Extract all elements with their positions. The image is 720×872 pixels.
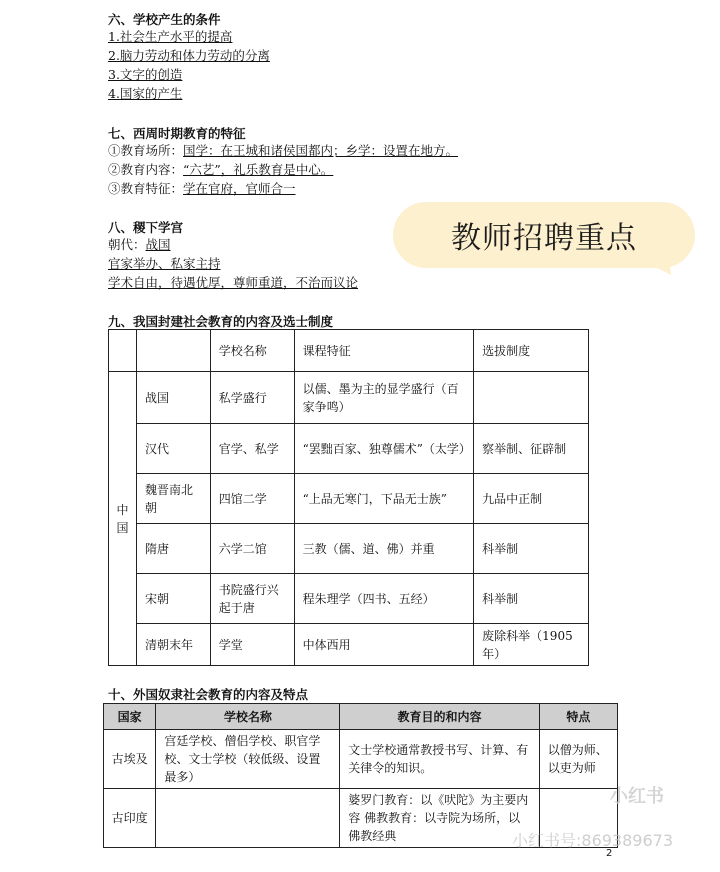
selection-cell: 科举制 xyxy=(474,524,589,574)
section-6-title: 六、学校产生的条件 xyxy=(108,12,221,27)
s6-item-2: 2.脑力劳动和体力劳动的分离 xyxy=(108,48,270,63)
s7-line-1-label: ①教育场所： xyxy=(108,143,184,158)
feature-cell: 以僧为师、以吏为师 xyxy=(539,730,617,789)
school-cell: 学堂 xyxy=(210,624,294,666)
s7-line-2-label: ②教育内容： xyxy=(108,162,184,177)
purpose-cell: 婆罗门教育：以《吠陀》为主要内容 佛教教育：以寺院为场所，以佛教经典 xyxy=(340,789,539,848)
header-cell xyxy=(109,330,137,372)
table-row xyxy=(104,730,618,789)
school-cell: 官学、私学 xyxy=(210,424,294,474)
table-row xyxy=(109,574,589,624)
course-cell: 程朱理学（四书、五经） xyxy=(294,574,474,624)
course-cell: “罢黜百家、独尊儒术”（太学） xyxy=(294,424,474,474)
school-cell: 六学二馆 xyxy=(210,524,294,574)
school-cell: 书院盛行兴起于唐 xyxy=(210,574,294,624)
country-cell: 古印度 xyxy=(104,789,156,848)
dynasty-cell: 魏晋南北朝 xyxy=(136,474,210,524)
table-row xyxy=(109,624,589,666)
table-header-row xyxy=(109,330,589,372)
s7-line-1 xyxy=(108,142,458,160)
s6-item-1: 1.社会生产水平的提高 xyxy=(108,29,233,44)
course-cell: “上品无寒门，下品无士族” xyxy=(294,474,474,524)
s7-line-3-label: ③教育特征： xyxy=(108,181,184,196)
section-7-title: 七、西周时期教育的特征 xyxy=(108,126,246,141)
course-cell: 以儒、墨为主的显学盛行（百家争鸣） xyxy=(294,372,474,424)
header-cell: 教育目的和内容 xyxy=(340,704,539,730)
country-cell: 中国 xyxy=(109,372,137,666)
school-cell: 私学盛行 xyxy=(210,372,294,424)
slave-society-education-table xyxy=(103,703,618,848)
s7-line-3-text: 学在官府，官师合一 xyxy=(183,181,296,196)
header-cell: 学校名称 xyxy=(210,330,294,372)
selection-cell: 科举制 xyxy=(474,574,589,624)
s7-line-2-text: “六艺”，礼乐教育是中心。 xyxy=(183,162,334,177)
s6-item-4: 4.国家的产生 xyxy=(108,86,183,101)
school-cell: 四馆二学 xyxy=(210,474,294,524)
table-row xyxy=(109,524,589,574)
section-10-title: 十、外国奴隶社会教育的内容及特点 xyxy=(108,687,309,702)
selection-cell: 废除科举（1905年） xyxy=(474,624,589,666)
dynasty-cell: 战国 xyxy=(136,372,210,424)
section-9-title: 九、我国封建社会教育的内容及选士制度 xyxy=(108,314,334,329)
section-8-title: 八、稷下学宫 xyxy=(108,220,184,235)
s8-line-1 xyxy=(108,236,171,254)
purpose-cell: 文士学校通常教授书写、计算、有关律令的知识。 xyxy=(340,730,539,789)
header-cell: 课程特征 xyxy=(294,330,474,372)
header-cell xyxy=(136,330,210,372)
selection-cell: 察举制、征辟制 xyxy=(474,424,589,474)
course-cell: 中体西用 xyxy=(294,624,474,666)
s8-line-1-text: 战国 xyxy=(145,237,171,252)
header-cell: 特点 xyxy=(539,704,617,730)
selection-cell: 九品中正制 xyxy=(474,474,589,524)
dynasty-cell: 清朝末年 xyxy=(136,624,210,666)
s8-line-2: 官家举办、私家主持 xyxy=(108,256,221,271)
school-cell: 宫廷学校、僧侣学校、职官学校、文士学校（较低级、设置最多） xyxy=(156,730,340,789)
country-cell: 古埃及 xyxy=(104,730,156,789)
dynasty-cell: 宋朝 xyxy=(136,574,210,624)
watermark-id: 小红书号:869389673 xyxy=(512,831,674,850)
s7-line-2 xyxy=(108,161,333,179)
dynasty-cell: 隋唐 xyxy=(136,524,210,574)
s7-line-3 xyxy=(108,180,296,198)
table-header-row xyxy=(104,704,618,730)
s7-line-1-text: 国学：在王城和诸侯国都内；乡学：设置在地方。 xyxy=(183,143,459,158)
table-row xyxy=(109,424,589,474)
selection-cell xyxy=(474,372,589,424)
school-cell xyxy=(156,789,340,848)
table-row xyxy=(109,474,589,524)
highlight-bubble: 教师招聘重点 xyxy=(393,202,695,268)
s8-line-1-label: 朝代： xyxy=(108,237,146,252)
feudal-education-table xyxy=(108,329,589,666)
header-cell: 选拔制度 xyxy=(474,330,589,372)
page-number: 2 xyxy=(606,848,613,859)
s8-line-3: 学术自由，待遇优厚，尊师重道，不治而议论 xyxy=(108,275,359,290)
course-cell: 三教（儒、道、佛）并重 xyxy=(294,524,474,574)
dynasty-cell: 汉代 xyxy=(136,424,210,474)
table-row xyxy=(109,372,589,424)
header-cell: 学校名称 xyxy=(156,704,340,730)
header-cell: 国家 xyxy=(104,704,156,730)
s6-item-3: 3.文字的创造 xyxy=(108,67,183,82)
watermark-logo: 小红书 xyxy=(610,786,664,807)
